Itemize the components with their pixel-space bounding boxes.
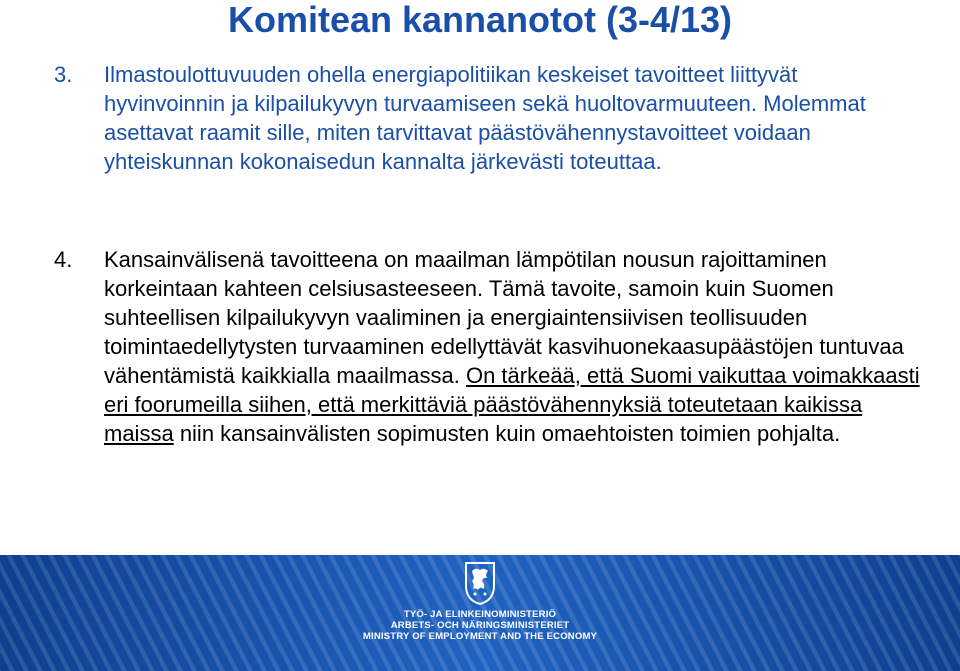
emphasis-text: On tärkeää, että Suomi vaikuttaa voimakkaasti eri foorumeilla siihen, että merkittäviä päästövähennyksiä toteutetaan kaikissa maissa xyxy=(104,363,920,446)
list-item-text: Kansainvälisenä tavoitteena on maailman lämpötilan nousun rajoittaminen korkeintaan kahteen celsiusasteeseen. Tämä tavoite, samoin kuin Suomen suhteellisen kilpailukyvyn vaaliminen ja energiaintensiivisen teollisuuden toimintaedellytysten turvaaminen edellyttävät kasvihuonekaasupäästöjen tuntuvaa vähentämistä kaikkialla maailmassa. xyxy=(104,247,904,388)
list-item-number: 3. xyxy=(54,62,73,87)
list-item-text-block xyxy=(104,245,924,448)
ministry-name xyxy=(360,609,600,642)
ministry-name-fi: TYÖ- JA ELINKEINOMINISTERIÖ xyxy=(403,609,557,620)
ministry-name-en: MINISTRY OF EMPLOYMENT AND THE ECONOMY xyxy=(362,631,598,642)
ministry-name-sv: ARBETS- OCH NÄRINGSMINISTERIET xyxy=(390,620,570,631)
slide-title: Komitean kannanotot (3-4/13) xyxy=(227,0,733,40)
lion-coat-of-arms-icon xyxy=(463,560,497,606)
list-item-number: 4. xyxy=(54,247,73,272)
list-item-text: Ilmastoulottuvuuden ohella energiapolitiikan keskeiset tavoitteet liittyvät hyvinvoinnin ja kilpailukyvyn turvaamiseen sekä huoltovarmuuteen. Molemmat asettavat raamit sille, miten tarvittavat päästövähennystavoitteet voidaan yhteiskunnan kokonaisedun kannalta järkevästi toteuttaa. xyxy=(104,62,866,174)
list-item-tail-text: niin kansainvälisten sopimusten kuin omaehtoisten toimien pohjalta. xyxy=(179,421,841,446)
